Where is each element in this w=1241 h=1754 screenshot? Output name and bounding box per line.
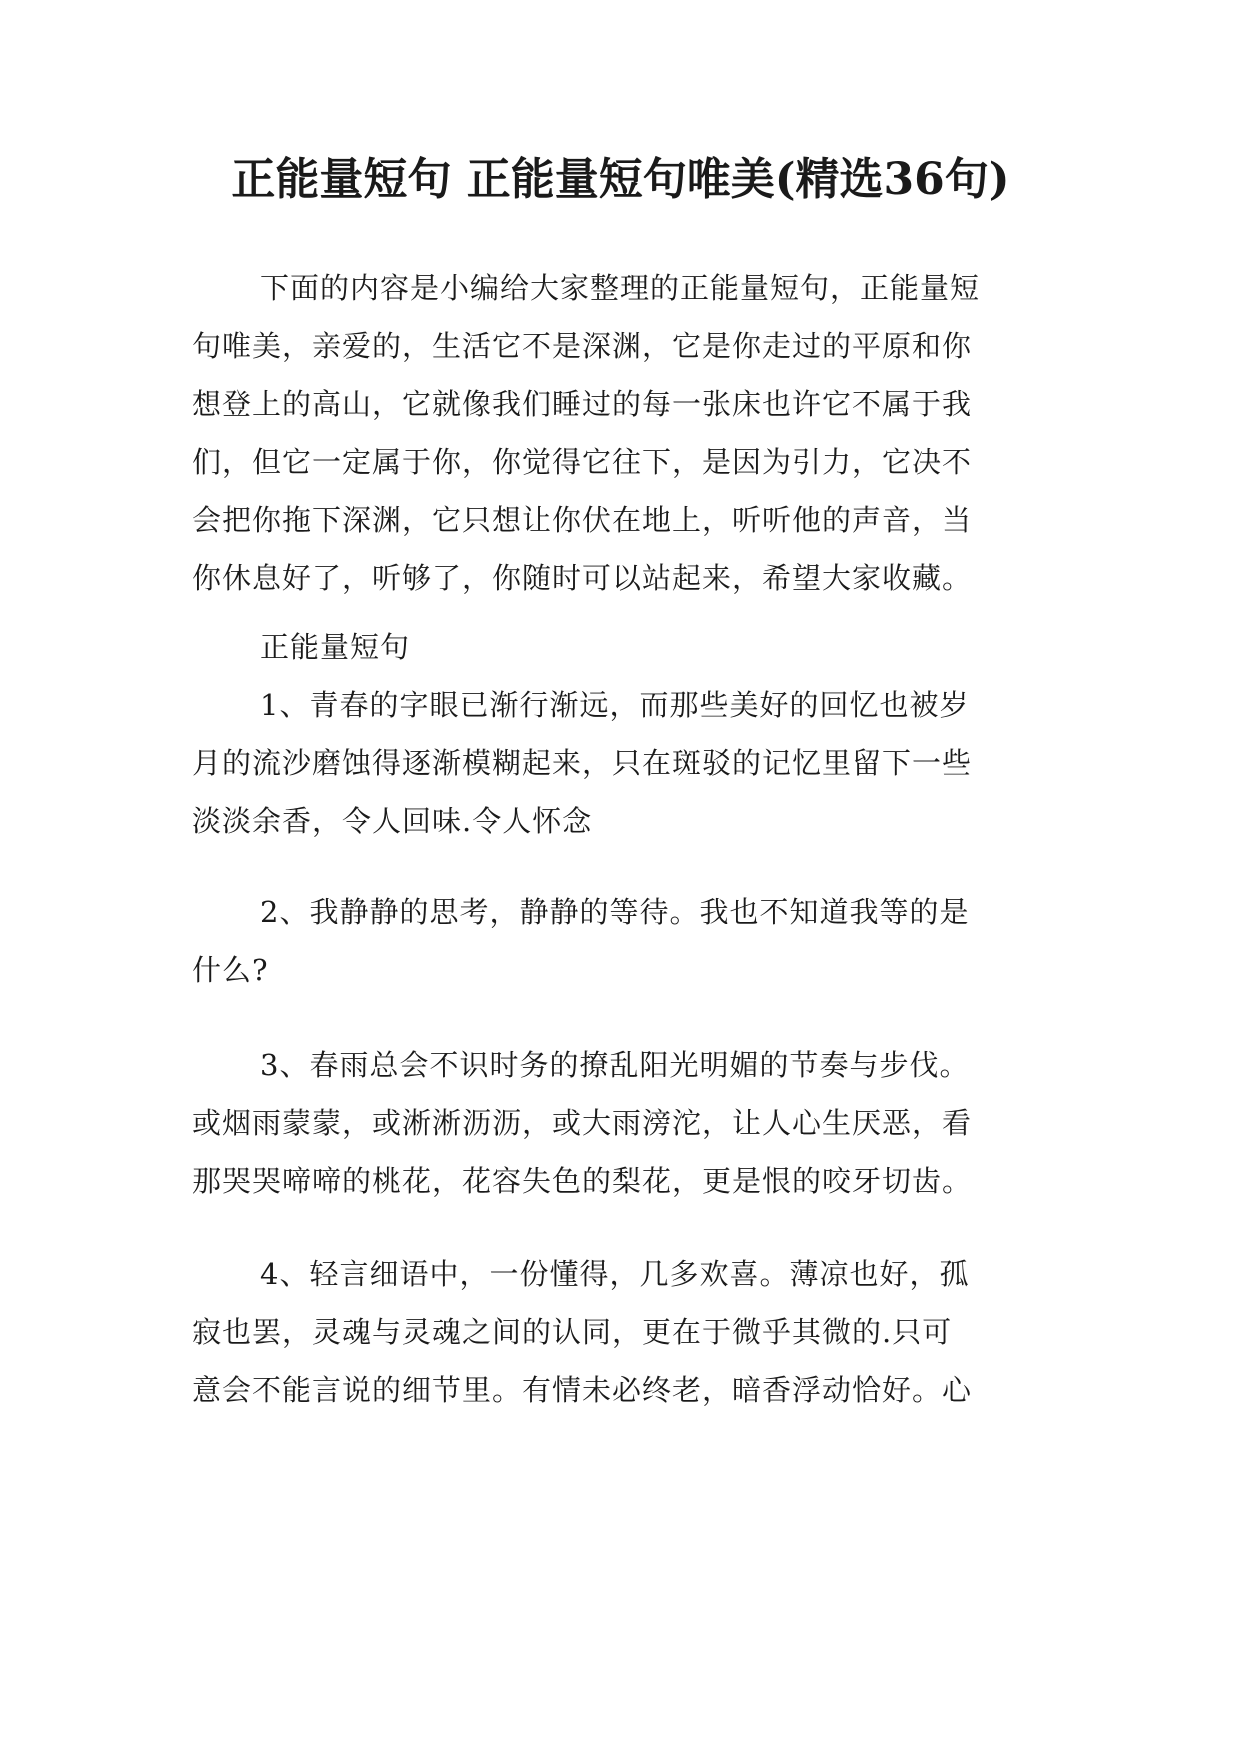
item-line: 淡淡余香，令人回味.令人怀念 — [192, 804, 593, 838]
item-line: 3、春雨总会不识时务的撩乱阳光明媚的节奏与步伐。 — [260, 1048, 970, 1082]
intro-paragraph — [192, 259, 1072, 607]
item-line: 或烟雨蒙蒙，或淅淅沥沥，或大雨滂沱，让人心生厌恶，看 — [192, 1106, 973, 1140]
item-line: 意会不能言说的细节里。有情未必终老，暗香浮动恰好。心 — [192, 1373, 973, 1407]
list-item — [192, 1245, 1072, 1419]
item-line: 那哭哭啼啼的桃花，花容失色的梨花，更是恨的咬牙切齿。 — [192, 1164, 973, 1198]
intro-line: 句唯美，亲爱的，生活它不是深渊，它是你走过的平原和你 — [192, 329, 973, 363]
intro-line: 下面的内容是小编给大家整理的正能量短句，正能量短 — [260, 271, 981, 305]
intro-line: 你休息好了，听够了，你随时可以站起来，希望大家收藏。 — [192, 561, 973, 595]
list-item — [192, 1036, 1072, 1210]
item-line: 1、青春的字眼已渐行渐远，而那些美好的回忆也被岁 — [260, 688, 970, 722]
item-line: 什么? — [192, 953, 269, 987]
intro-line: 想登上的高山，它就像我们睡过的每一张床也许它不属于我 — [192, 387, 973, 421]
item-line: 2、我静静的思考，静静的等待。我也不知道我等的是 — [260, 895, 970, 929]
section-heading: 正能量短句 — [260, 630, 411, 664]
item-line: 月的流沙磨蚀得逐渐模糊起来，只在斑驳的记忆里留下一些 — [192, 746, 973, 780]
list-item — [192, 676, 1072, 850]
intro-line: 们，但它一定属于你，你觉得它往下，是因为引力，它决不 — [192, 445, 973, 479]
list-item — [192, 883, 1072, 999]
item-line: 寂也罢，灵魂与灵魂之间的认同，更在于微乎其微的.只可 — [192, 1315, 953, 1349]
document-title: 正能量短句 正能量短句唯美(精选36句) — [231, 154, 1010, 205]
intro-line: 会把你拖下深渊，它只想让你伏在地上，听听他的声音，当 — [192, 503, 973, 537]
item-line: 4、轻言细语中，一份懂得，几多欢喜。薄凉也好，孤 — [260, 1257, 970, 1291]
section-heading-block — [192, 618, 1072, 676]
